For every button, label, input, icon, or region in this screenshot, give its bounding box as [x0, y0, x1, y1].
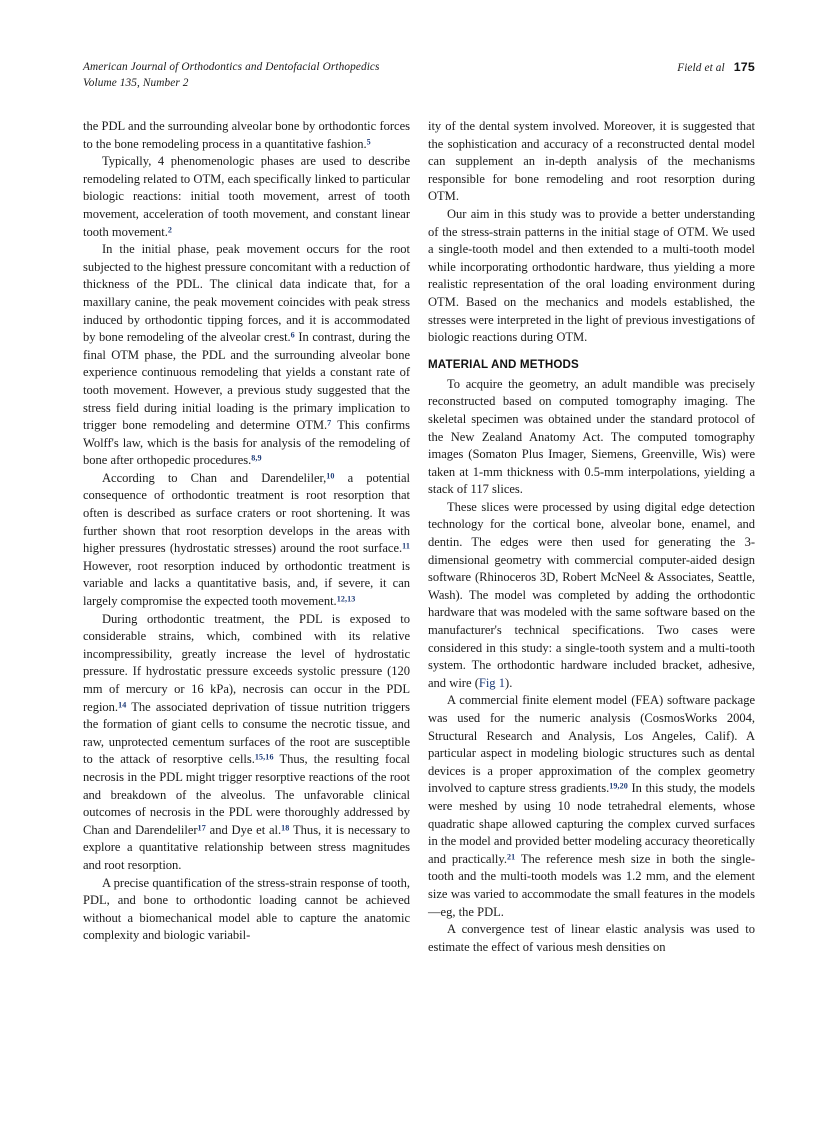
reference-superscript[interactable]: 7 — [327, 418, 332, 428]
para-convergence-test: A convergence test of linear elastic analysis was used to estimate the effect of various mesh densities on — [428, 922, 755, 954]
para-phenomenologic-phases: Typically, 4 phenomenologic phases are used to describe remodeling related to OTM, each specifically linked to particular biologic reactions: initial tooth movement, arrest of tooth movement, acceleration of tooth movement, and constant linear tooth movement.$^2$ — [83, 154, 410, 239]
reference-superscript[interactable]: 2 — [167, 224, 172, 234]
para-dental-system-continuation: ity of the dental system involved. Moreover, it is suggested that the sophistication and accuracy of a reconstructed dental model can supplement an in-depth analysis of the mechanisms responsible for bone remodeling and root resorption during OTM. — [428, 119, 755, 204]
figure-link[interactable]: Fig 1 — [478, 675, 506, 690]
para-hydrostatic-pressure: During orthodontic treatment, the PDL is exposed to considerable strains, which, combined with its relative incompressibility, greatly increase the level of hydrostatic pressure. If hydrostatic pressure exceeds systolic pressure (120 mm of mercury or 16 kPa), necrosis can occur in the PDL region.$^{14}$ The associated deprivation of tissue nutrition triggers the formation of giant cells to consume the necrotic tissue, and raw, unprotected cementum surfaces of the root are susceptible to the attack of resorptive cells.$^{15,16}$ Thus, the resulting focal necrosis in the PDL might trigger resorptive reactions of the root and breakdown of the alveolus. The unfavorable clinical outcomes of necrosis in the PDL were thoroughly addressed by Chan and Darendeliler$^{17}$ and Dye et al.$^{18}$ Thus, it is necessary to explore a quantitative relationship between stress magnitudes and root resorption. — [83, 611, 410, 872]
reference-superscript[interactable]: 5 — [366, 136, 371, 146]
reference-superscript[interactable]: 15,16 — [254, 752, 274, 762]
reference-superscript[interactable]: 10 — [326, 471, 335, 481]
journal-volume-issue: Volume 135, Number 2 — [83, 76, 189, 89]
section-heading-material-and-methods: MATERIAL AND METHODS — [428, 357, 579, 371]
reference-superscript[interactable]: 8,9 — [251, 453, 262, 463]
journal-title: American Journal of Orthodontics and Dentofacial Orthopedics — [83, 61, 380, 73]
reference-superscript[interactable]: 14 — [118, 699, 127, 709]
running-head — [83, 60, 755, 96]
reference-superscript[interactable]: 12,13 — [336, 594, 356, 604]
para-pdl-continuation: the PDL and the surrounding alveolar bone by orthodontic forces to the bone remodeling process in a quantitative fashion.$^5$ — [83, 119, 410, 151]
running-head-right — [677, 60, 755, 74]
para-chan-darendeliler: According to Chan and Darendeliler,$^{10}$ a potential consequence of orthodontic treatment is root resorption that often is described as surface craters or root shortening. It was further shown that root resorption develops in the areas with higher pressures (hydrostatic stresses) around the root surface.$^{11}$ However, root resorption induced by orthodontic treatment is variable and lacks a quantitative basis, and, if severe, it can largely compromise the expected tooth movement.$^{12,13}$ — [83, 470, 410, 609]
reference-superscript[interactable]: 21 — [506, 852, 516, 862]
page-number: 175 — [733, 60, 755, 74]
right-column — [428, 118, 755, 1078]
body-columns — [83, 118, 755, 1078]
para-precise-quantification: A precise quantification of the stress-strain response of tooth, PDL, and bone to orthodontic loading cannot be achieved without a biomechanical model able to capture the anatomic complexity and biologic variabil- — [83, 875, 410, 943]
para-initial-phase: In the initial phase, peak movement occurs for the root subjected to the highest pressure concomitant with a reduction of thickness of the PDL. The clinical data indicate that, for a maxillary canine, the peak movement coincides with peak stress induced by orthodontic tipping forces, and it is accommodated by bone remodeling of the alveolar crest.$^6$ In contrast, during the final OTM phase, the PDL and the surrounding alveolar bone experience continuous remodeling that yields a constant rate of tooth movement. However, a previous study suggested that the stress field during initial loading is the primary implication to trigger bone remodeling and determine OTM.$^7$ This confirms Wolff's law, which is the basis for analysis of the remodeling of bone after orthopedic procedures.$^{8,9}$ — [83, 242, 411, 468]
author-name: Field et al — [677, 62, 725, 74]
left-column — [83, 118, 410, 1078]
reference-superscript[interactable]: 19,20 — [609, 781, 628, 791]
reference-superscript[interactable]: 18 — [281, 823, 290, 833]
para-acquire-geometry: To acquire the geometry, an adult mandible was precisely reconstructed based on computed tomography imaging. The skeletal specimen was obtained under the standard protocol of the New Zealand Anatomy Act. The computed tomography images (Somaton Plus Imager, Siemens, Greenville, Wis) were taken at 1-mm thickness with 0.5-mm interpolations, yielding a stack of 117 slices. — [428, 376, 755, 497]
para-fea-software: A commercial finite element model (FEA) software package was used for the numeric analysis (CosmosWorks 2004, Structural Research and Analysis, Los Angeles, Calif). A particular aspect in modeling biologic structures such as dental devices is a proper approximation of the complex geometry involved to capture stress gradients.$^{19,20}$ In this study, the models were meshed by using 10 node tetrahedral elements, whose quadratic shape allowed capturing the complex curved surfaces in the model and provided better modeling accuracy theoretically and practically.$^{21}$ The reference mesh size in both the single-tooth and the multi-tooth models was 1.2 mm, and the element size was varied to accommodate the small features in the models—eg, the PDL. — [428, 693, 756, 919]
reference-superscript[interactable]: 11 — [402, 541, 410, 551]
para-our-aim: Our aim in this study was to provide a better understanding of the stress-strain patterns in the initial stage of OTM. We used a single-tooth model and then extended to a multi-tooth model while incorporating orthodontic hardware, thus yielding a more realistic representation of the oral loading environment during OTM. Based on the mechanics and models established, the stresses were interpreted in the light of previous investigations of biologic reactions during OTM. — [428, 206, 755, 345]
para-slices-processed: These slices were processed by using digital edge detection technology for the cortical bone, alveolar bone, enamel, and dentin. The edges were then used for generating the 3-dimensional geometry with commercial computer-aided design software (Rhinoceros 3D, Robert McNeel & Associates, Seattle, Wash). The model was completed by adding the orthodontic hardware that was modeled with the same software based on the manufacturer's technical specifications. Two cases were considered in this study: a single-tooth system and a multi-tooth system. The orthodontic hardware included bracket, adhesive, and wire (Fig 1). — [428, 499, 755, 690]
reference-superscript[interactable]: 17 — [197, 823, 206, 833]
reference-superscript[interactable]: 6 — [290, 330, 295, 340]
journal-title-block — [83, 60, 380, 91]
